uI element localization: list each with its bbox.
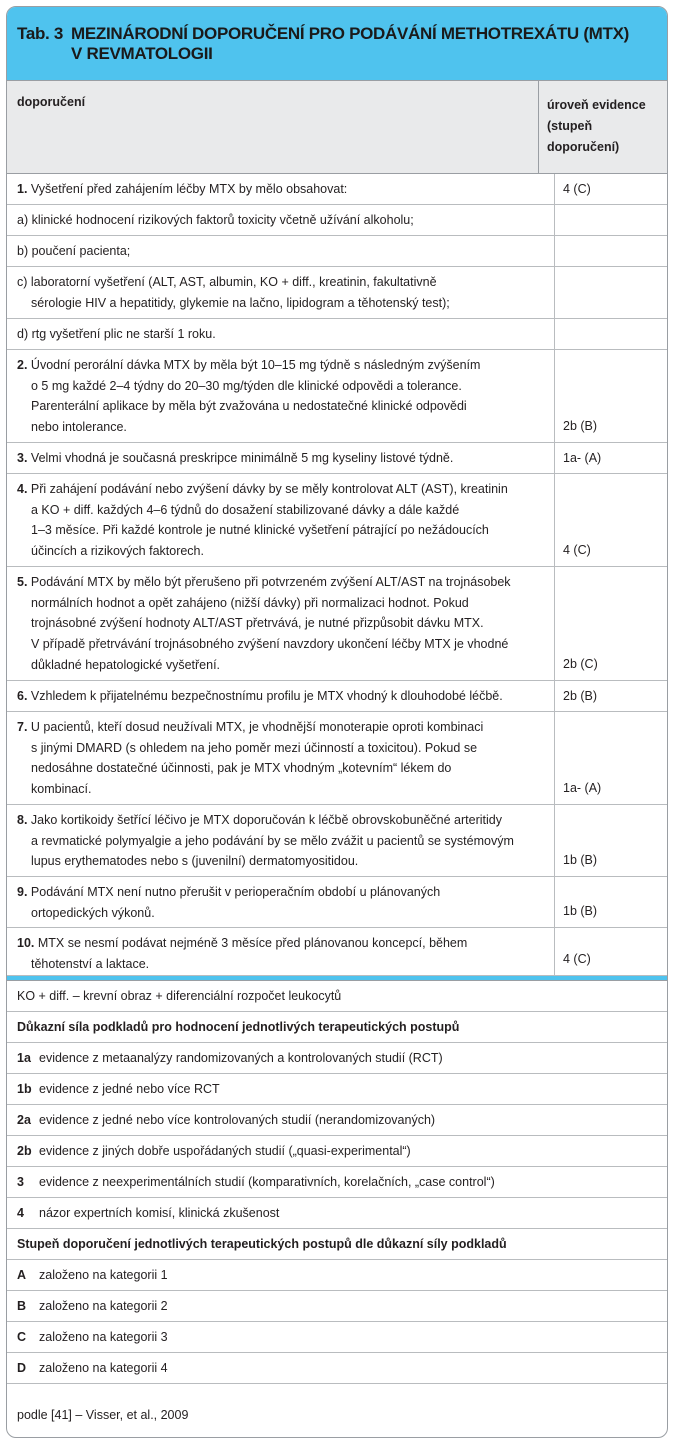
recommendation-line-text: Úvodní perorální dávka MTX by měla být 10–15 mg týdně s následným zvýšením [30, 358, 481, 372]
recommendation-line [17, 831, 544, 852]
evidence-grade-cell [555, 712, 667, 804]
recommendation-grade-code: D [17, 1361, 27, 1375]
recommendation-row [7, 319, 667, 350]
recommendation-text [7, 443, 555, 473]
recommendation-line-text: Při zahájení podávání nebo zvýšení dávky by se měly kontrolovat ALT (AST), kreatinin [30, 482, 508, 496]
recommendation-text [7, 350, 555, 442]
table-title-line-2: V REVMATOLOGII [71, 44, 213, 63]
recommendation-grade-text: založeno na kategorii 4 [39, 1361, 168, 1375]
recommendation-line-text: a revmatické polymyalgie a jeho podávání by se mělo zvážit u pacientů se systémovým [31, 833, 514, 848]
recommendation-line-text: b) poučení pacienta; [17, 244, 131, 258]
evidence-heading: Důkazní síla podkladů pro hodnocení jednotlivých terapeutických postupů [7, 1012, 667, 1043]
evidence-grade: 1b (B) [563, 853, 598, 868]
recommendation-text [7, 236, 555, 266]
recommendation-line-text: sérologie HIV a hepatitidy, glykemie na lačno, lipidogram a těhotenský test); [31, 295, 450, 310]
recommendation-line [17, 417, 544, 438]
recommendation-line [17, 738, 544, 759]
recommendation-grade-code: C [17, 1330, 27, 1344]
recommendation-line-text: těhotenství a laktace. [31, 956, 150, 971]
evidence-level-row [7, 1105, 667, 1136]
recommendation-line [17, 479, 544, 500]
recommendation-line [17, 293, 544, 314]
recommendation-line-text: nedosáhne dostatečné účinnosti, pak je MTX vhodným „kotevním“ lékem do [31, 761, 452, 776]
recommendation-line-text: nebo intolerance. [31, 420, 127, 435]
recommendation-line-text: normálních hodnot a opět zahájeno (nižší dávky) při normalizaci hodnot. Pokud [31, 595, 469, 610]
source-note: podle [41] – Visser, et al., 2009 [17, 1408, 189, 1422]
recommendation-line [17, 933, 544, 954]
recommendation-number: 6. [17, 689, 28, 703]
evidence-grade: 1a- (A) [563, 451, 602, 465]
recommendation-row [7, 267, 667, 319]
table-title-line-1: MEZINÁRODNÍ DOPORUČENÍ PRO PODÁVÁNÍ METHOTREXÁTU (MTX) [71, 24, 630, 43]
recommendation-line [17, 448, 544, 469]
evidence-grade: 2b (C) [563, 657, 598, 672]
evidence-level-code: 1a [17, 1051, 31, 1065]
recommendation-line [17, 810, 544, 831]
recommendation-line-text: a) klinické hodnocení rizikových faktorů toxicity včetně užívání alkoholu; [17, 213, 414, 227]
recommendation-line-text: U pacientů, kteří dosud neužívali MTX, je vhodnější monoterapie oproti kombinaci [30, 720, 484, 734]
evidence-level-code: 3 [17, 1175, 24, 1189]
recommendation-line-text: a KO + diff. každých 4–6 týdnů do dosažení stabilizované dávky a dále každé [31, 502, 460, 517]
recommendation-number: 9. [17, 885, 28, 899]
recommendation-text [7, 205, 555, 235]
recommendation-line-text: o 5 mg každé 2–4 týdny do 20–30 mg/týden dle klinické odpovědi a tolerance. [31, 378, 462, 393]
recommendation-row [7, 474, 667, 567]
recommendation-line [17, 655, 544, 676]
recommendation-line [17, 593, 544, 614]
recommendation-grade-row [7, 1322, 667, 1353]
recommendation-line-text: MTX se nesmí podávat nejméně 3 měsíce před plánovanou koncepcí, během [37, 936, 468, 950]
recommendation-line [17, 717, 544, 738]
evidence-grade-cell [555, 205, 667, 235]
recommendation-text [7, 174, 555, 204]
header-evidence-line-2: (stupeň [547, 119, 593, 133]
evidence-grade: 1a- (A) [563, 781, 602, 796]
recommendation-text [7, 928, 555, 975]
recommendation-line [17, 903, 544, 924]
recommendation-line [17, 541, 544, 562]
recommendation-line [17, 572, 544, 593]
recommendation-row [7, 350, 667, 443]
recommendation-line [17, 954, 544, 975]
evidence-grade-cell [555, 567, 667, 680]
recommendation-grade-row [7, 1353, 667, 1384]
recommendation-text [7, 712, 555, 804]
recommendation-text [7, 805, 555, 876]
grade-heading: Stupeň doporučení jednotlivých terapeutických postupů dle důkazní síly podkladů [7, 1229, 667, 1260]
recommendation-number: 8. [17, 813, 28, 827]
recommendation-line [17, 210, 544, 231]
recommendation-line-text: Parenterální aplikace by měla být zvažována u nedostatečné klinické odpovědi [31, 399, 467, 414]
evidence-grade-cell [555, 174, 667, 204]
abbreviation-note: KO + diff. – krevní obraz + diferenciální rozpočet leukocytů [7, 981, 667, 1012]
evidence-level-code: 2b [17, 1144, 32, 1158]
recommendation-row [7, 681, 667, 712]
recommendation-line [17, 758, 544, 779]
recommendation-number: 2. [17, 358, 28, 372]
evidence-grade: 4 (C) [563, 182, 591, 196]
evidence-grade-cell [555, 474, 667, 566]
recommendation-line [17, 500, 544, 521]
header-evidence-level [539, 81, 667, 173]
recommendation-line-text: Jako kortikoidy šetřící léčivo je MTX doporučován k léčbě obrovskobuněčné arteritidy [30, 813, 502, 827]
recommendation-line [17, 376, 544, 397]
table-title [71, 24, 629, 80]
recommendation-line [17, 613, 544, 634]
recommendation-line-text: Vyšetření před zahájením léčby MTX by mělo obsahovat: [30, 182, 348, 196]
evidence-grade-cell [555, 236, 667, 266]
recommendation-line [17, 272, 544, 293]
recommendation-line-text: s jinými DMARD (s ohledem na jeho poměr mezi účinností a toxicitou). Pokud se [31, 740, 478, 755]
recommendation-row [7, 567, 667, 681]
evidence-grade: 2b (B) [563, 689, 598, 703]
recommendation-row [7, 236, 667, 267]
evidence-level-text: názor expertních komisí, klinická zkušenost [39, 1206, 280, 1220]
evidence-level-text: evidence z neexperimentálních studií (komparativních, korelačních, „case control“) [39, 1175, 495, 1189]
recommendation-row [7, 174, 667, 205]
evidence-grade-cell [555, 877, 667, 927]
recommendation-line [17, 779, 544, 800]
header-evidence-line-1: úroveň evidence [547, 98, 646, 112]
evidence-level-text: evidence z jiných dobře uspořádaných studií („quasi-experimental“) [39, 1144, 411, 1158]
recommendation-grade-text: založeno na kategorii 3 [39, 1330, 168, 1344]
evidence-grade-cell [555, 350, 667, 442]
evidence-level-row [7, 1074, 667, 1105]
recommendation-line-text: d) rtg vyšetření plic ne starší 1 roku. [17, 327, 216, 341]
evidence-level-code: 4 [17, 1206, 24, 1220]
recommendation-text [7, 319, 555, 349]
recommendation-grade-code: A [17, 1268, 27, 1282]
recommendation-line [17, 882, 544, 903]
recommendation-row [7, 805, 667, 877]
recommendation-line [17, 355, 544, 376]
evidence-grade: 1b (B) [563, 904, 598, 919]
evidence-grade-cell [555, 319, 667, 349]
recommendation-grade-text: založeno na kategorii 2 [39, 1299, 168, 1313]
evidence-grade: 4 (C) [563, 952, 591, 967]
recommendation-text [7, 267, 555, 318]
recommendation-text [7, 567, 555, 680]
recommendation-number: 1. [17, 182, 28, 196]
evidence-grade: 2b (B) [563, 419, 598, 434]
recommendation-row [7, 443, 667, 474]
evidence-grade: 4 (C) [563, 543, 591, 558]
recommendation-row [7, 928, 667, 976]
table-header-row [7, 81, 667, 174]
recommendation-line-text: trojnásobné zvýšení hodnoty ALT/AST přetrvává, je nutné přizpůsobit dávku MTX. [31, 616, 484, 631]
recommendation-line-text: ortopedických výkonů. [31, 905, 155, 920]
evidence-level-text: evidence z metaanalýzy randomizovaných a kontrolovaných studií (RCT) [39, 1051, 443, 1065]
evidence-grade-cell [555, 928, 667, 975]
recommendation-number: 3. [17, 451, 28, 465]
evidence-level-row [7, 1043, 667, 1074]
recommendation-grade-text: založeno na kategorii 1 [39, 1268, 168, 1282]
recommendation-line-text: kombinací. [31, 782, 92, 797]
recommendation-grade-code: B [17, 1299, 27, 1313]
recommendation-line [17, 520, 544, 541]
evidence-grade-cell [555, 681, 667, 711]
evidence-grade-cell [555, 443, 667, 473]
evidence-level-row [7, 1136, 667, 1167]
evidence-level-row [7, 1198, 667, 1229]
recommendation-number: 7. [17, 720, 28, 734]
header-evidence-line-3: doporučení) [547, 140, 620, 154]
recommendation-line [17, 851, 544, 872]
recommendation-number: 10. [17, 936, 35, 950]
recommendation-line-text: účincích a rizikových faktorech. [31, 544, 204, 559]
recommendation-line-text: 1–3 měsíce. Při každé kontrole je nutné klinické vyšetření pátrající po nežádoucích [31, 523, 489, 538]
recommendation-line-text: Podávání MTX by mělo být přerušeno při potvrzeném zvýšení ALT/AST na trojnásobek [30, 575, 511, 589]
recommendation-line [17, 396, 544, 417]
recommendation-line [17, 634, 544, 655]
recommendation-grade-row [7, 1291, 667, 1322]
recommendation-grade-row [7, 1260, 667, 1291]
evidence-level-row [7, 1167, 667, 1198]
recommendation-line-text: důkladné hepatologické vyšetření. [31, 657, 221, 672]
grade-list [7, 1260, 667, 1384]
recommendation-line [17, 179, 544, 200]
recommendation-line-text: c) laboratorní vyšetření (ALT, AST, albumin, KO + diff., kreatinin, fakultativně [17, 275, 437, 289]
recommendation-text [7, 681, 555, 711]
recommendation-number: 4. [17, 482, 28, 496]
recommendation-line [17, 324, 544, 345]
table-number: Tab. 3 [17, 24, 64, 43]
recommendation-number: 5. [17, 575, 28, 589]
recommendation-row [7, 877, 667, 928]
evidence-list [7, 1043, 667, 1229]
recommendation-text [7, 877, 555, 927]
recommendation-line-text: lupus erythematodes nebo s (juvenilní) dermatomyositidou. [31, 854, 359, 869]
recommendation-line-text: Podávání MTX není nutno přerušit v perioperačním období u plánovaných [30, 885, 441, 899]
evidence-level-text: evidence z jedné nebo více kontrolovaných studií (nerandomizovaných) [39, 1113, 436, 1127]
recommendation-line-text: V případě přetrvávání trojnásobného zvýšení navzdory ukončení léčby MTX je vhodné [31, 637, 509, 652]
evidence-grade-cell [555, 805, 667, 876]
evidence-level-code: 1b [17, 1082, 32, 1096]
recommendation-line [17, 241, 544, 262]
evidence-level-text: evidence z jedné nebo více RCT [39, 1082, 220, 1096]
table-title-bar [7, 7, 667, 81]
evidence-level-code: 2a [17, 1113, 31, 1127]
evidence-grade-cell [555, 267, 667, 318]
recommendation-line-text: Vzhledem k přijatelnému bezpečnostnímu profilu je MTX vhodný k dlouhodobé léčbě. [30, 689, 503, 703]
recommendation-line [17, 686, 544, 707]
recommendations-body [7, 174, 667, 976]
header-recommendation: doporučení [7, 81, 539, 173]
recommendation-line-text: Velmi vhodná je současná preskripce minimálně 5 mg kyseliny listové týdně. [30, 451, 454, 465]
table-frame [6, 6, 668, 1438]
recommendation-row [7, 205, 667, 236]
recommendation-row [7, 712, 667, 805]
recommendation-text [7, 474, 555, 566]
